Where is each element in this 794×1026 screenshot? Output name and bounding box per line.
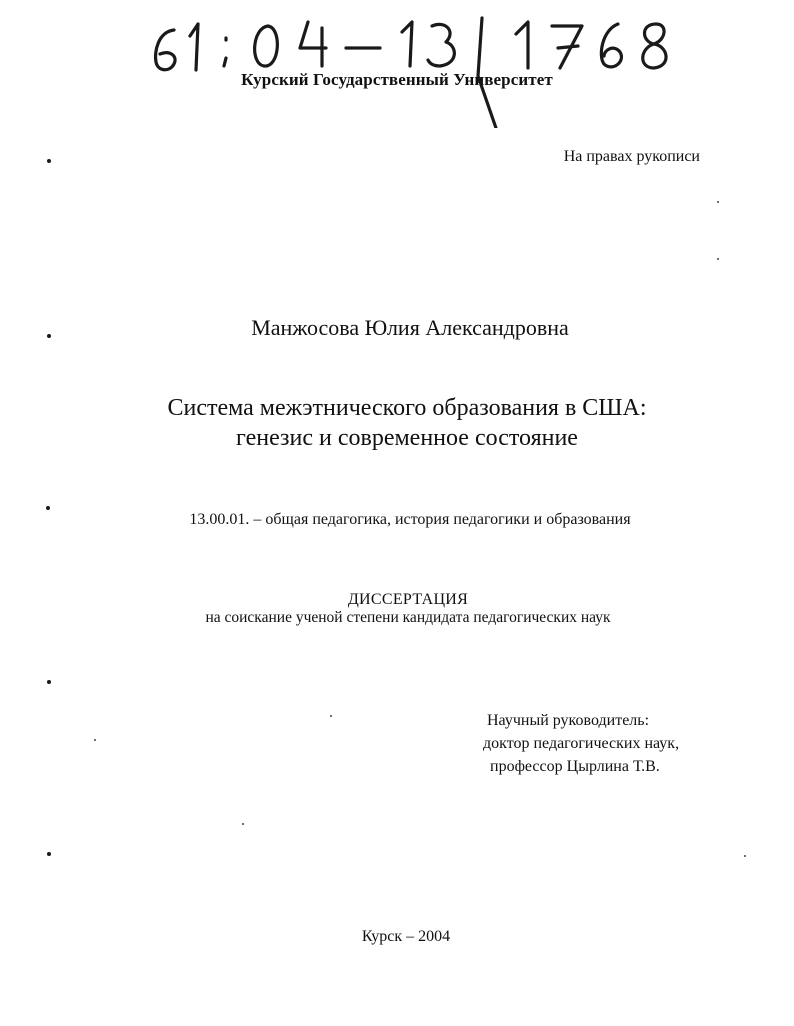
specialty-code: 13.00.01. – общая педагогика, история педагогики и образования bbox=[189, 511, 631, 528]
thesis-title-line-2: генезис и современное состояние bbox=[236, 425, 578, 451]
scan-speck bbox=[744, 855, 746, 857]
scan-speck bbox=[242, 823, 244, 825]
handwritten-catalog-number bbox=[140, 8, 680, 128]
author-name: Манжосова Юлия Александровна bbox=[251, 315, 569, 340]
margin-dot bbox=[46, 506, 50, 510]
scan-speck bbox=[717, 201, 719, 203]
rights-notice: На правах рукописи bbox=[563, 148, 700, 165]
margin-dot bbox=[47, 334, 51, 338]
supervisor-role: Научный руководитель: bbox=[487, 712, 650, 729]
supervisor-block bbox=[480, 709, 679, 778]
scan-speck bbox=[717, 258, 719, 260]
city-year: Курск – 2004 bbox=[361, 928, 451, 945]
margin-dot bbox=[47, 159, 51, 163]
margin-dot bbox=[47, 852, 51, 856]
scan-speck bbox=[94, 739, 96, 741]
degree-purpose: на соискание ученой степени кандидата педагогических наук bbox=[205, 609, 611, 626]
supervisor-name: профессор Цырлина Т.В. bbox=[490, 758, 660, 775]
thesis-title bbox=[0, 393, 794, 453]
thesis-title-line-1: Система межэтнического образования в США: bbox=[167, 395, 647, 421]
supervisor-degree: доктор педагогических наук, bbox=[483, 735, 680, 752]
margin-dot bbox=[47, 680, 51, 684]
dissertation-block bbox=[0, 591, 794, 627]
document-type: ДИССЕРТАЦИЯ bbox=[347, 591, 469, 608]
scan-speck bbox=[330, 715, 332, 717]
university-name: Курский Государственный Университет bbox=[241, 70, 553, 89]
